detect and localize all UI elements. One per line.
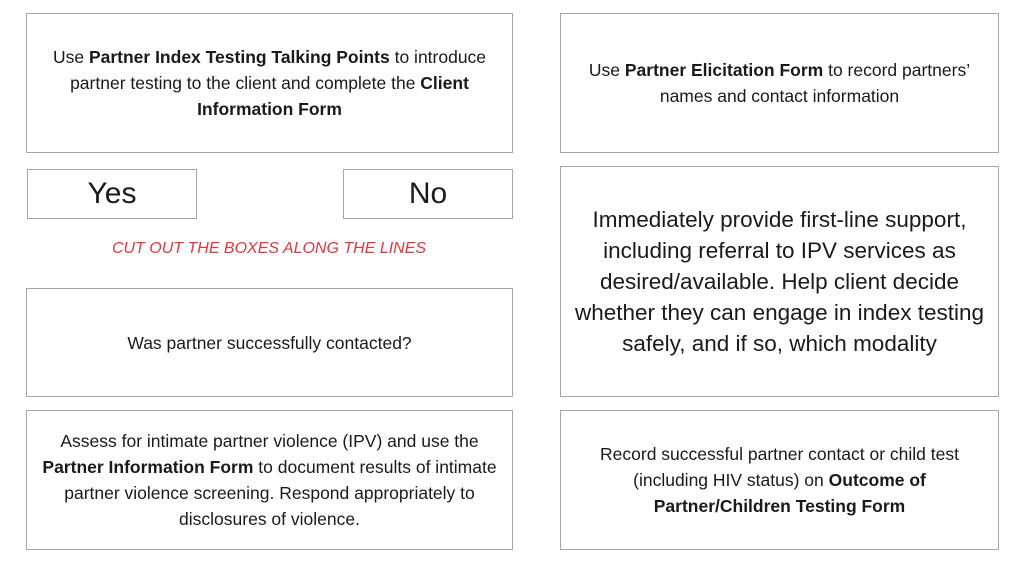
card-talking-points <box>26 13 513 153</box>
card-elicitation <box>560 13 999 153</box>
yes-label: Yes <box>87 177 137 210</box>
first-line-support-text: Immediately provide first-line support, including referral to IPV services as desired/available. Help client decide whether they can engage in index testing safely, and if so, which modality <box>574 207 985 356</box>
card-ipv-assessment <box>26 410 513 550</box>
talking-points-text: Use Partner Index Testing Talking Points to introduce partner testing to the client and complete the Client Information Form <box>52 47 487 119</box>
yes-box <box>27 169 197 219</box>
card-partner-contacted <box>26 288 513 397</box>
cut-instruction: CUT OUT THE BOXES ALONG THE LINES <box>111 240 427 257</box>
card-record-contact <box>560 410 999 550</box>
elicitation-text: Use Partner Elicitation Form to record partners’ names and contact information <box>588 60 971 106</box>
no-label: No <box>408 177 448 210</box>
card-first-line-support <box>560 166 999 397</box>
partner-contacted-text: Was partner successfully contacted? <box>127 332 412 353</box>
record-contact-text: Record successful partner contact or child test (including HIV status) on Outcome of Partner/Children Testing Form <box>600 444 959 516</box>
ipv-assessment-text: Assess for intimate partner violence (IPV) and use the Partner Information Form to document results of intimate partner violence screening. Respond appropriately to disclosures of violence. <box>42 431 497 529</box>
no-box <box>343 169 513 219</box>
